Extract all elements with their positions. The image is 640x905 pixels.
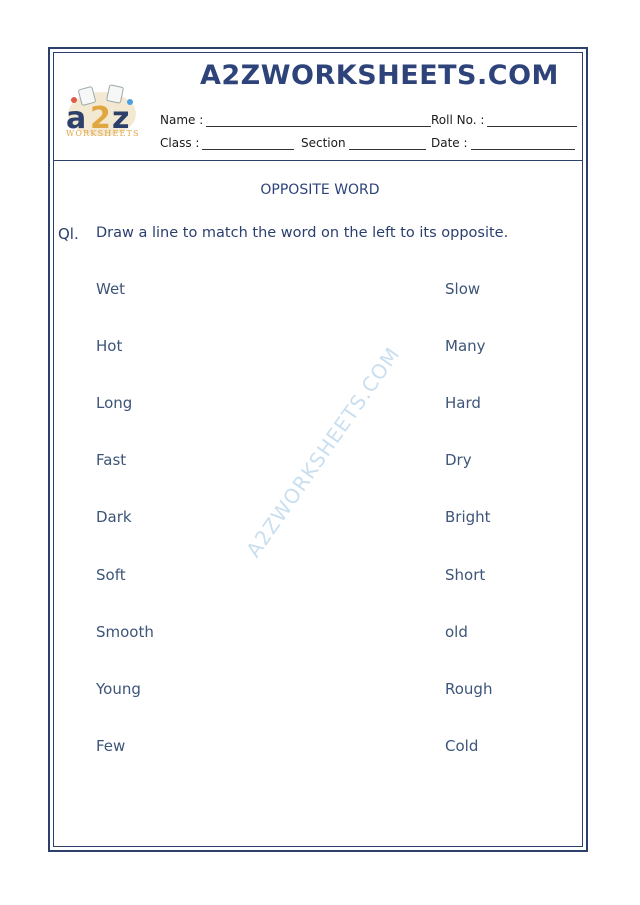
worksheet-title: OPPOSITE WORD [260,182,380,198]
class-field [160,136,294,150]
site-title: A2ZWORKSHEETS.COM [200,60,559,91]
name-line[interactable] [206,114,431,127]
question-text: Draw a line to match the word on the left to its opposite. [96,225,509,241]
section-label: Section [301,136,346,150]
left-word[interactable]: Soft [96,566,126,584]
right-word[interactable]: old [445,623,468,641]
right-word[interactable]: Rough [445,680,493,698]
class-line[interactable] [202,137,294,150]
roll-line[interactable] [487,114,577,127]
left-word[interactable]: Fast [96,451,127,469]
date-label: Date : [431,136,468,150]
left-word[interactable]: Smooth [96,623,154,641]
left-word[interactable]: Wet [96,280,126,298]
date-field [431,136,575,150]
left-word[interactable]: Few [96,737,126,755]
section-field [301,136,426,150]
right-word[interactable]: Dry [445,451,472,469]
watermark: A2ZWORKSHEETS.COM [241,342,405,562]
question-number: Ql. [58,225,79,243]
right-word[interactable]: Hard [445,394,481,412]
svg-text:z: z [112,101,130,136]
left-word[interactable]: Dark [96,508,132,526]
right-word[interactable]: Short [445,566,486,584]
right-word[interactable]: Slow [445,280,481,298]
logo-text: WORKSHEETS [66,129,140,138]
left-word[interactable]: Hot [96,337,123,355]
right-word[interactable]: Cold [445,737,479,755]
name-label: Name : [160,113,204,127]
roll-label: Roll No. : [431,113,485,127]
date-line[interactable] [471,137,575,150]
left-word[interactable]: Young [96,680,141,698]
right-word[interactable]: Many [445,337,486,355]
left-word[interactable]: Long [96,394,133,412]
name-field [160,113,431,127]
right-word[interactable]: Bright [445,508,491,526]
roll-field [431,113,577,127]
svg-text:2: 2 [90,101,111,136]
header-divider [53,160,583,161]
svg-text:a: a [66,101,87,136]
section-line[interactable] [349,137,426,150]
class-label: Class : [160,136,200,150]
